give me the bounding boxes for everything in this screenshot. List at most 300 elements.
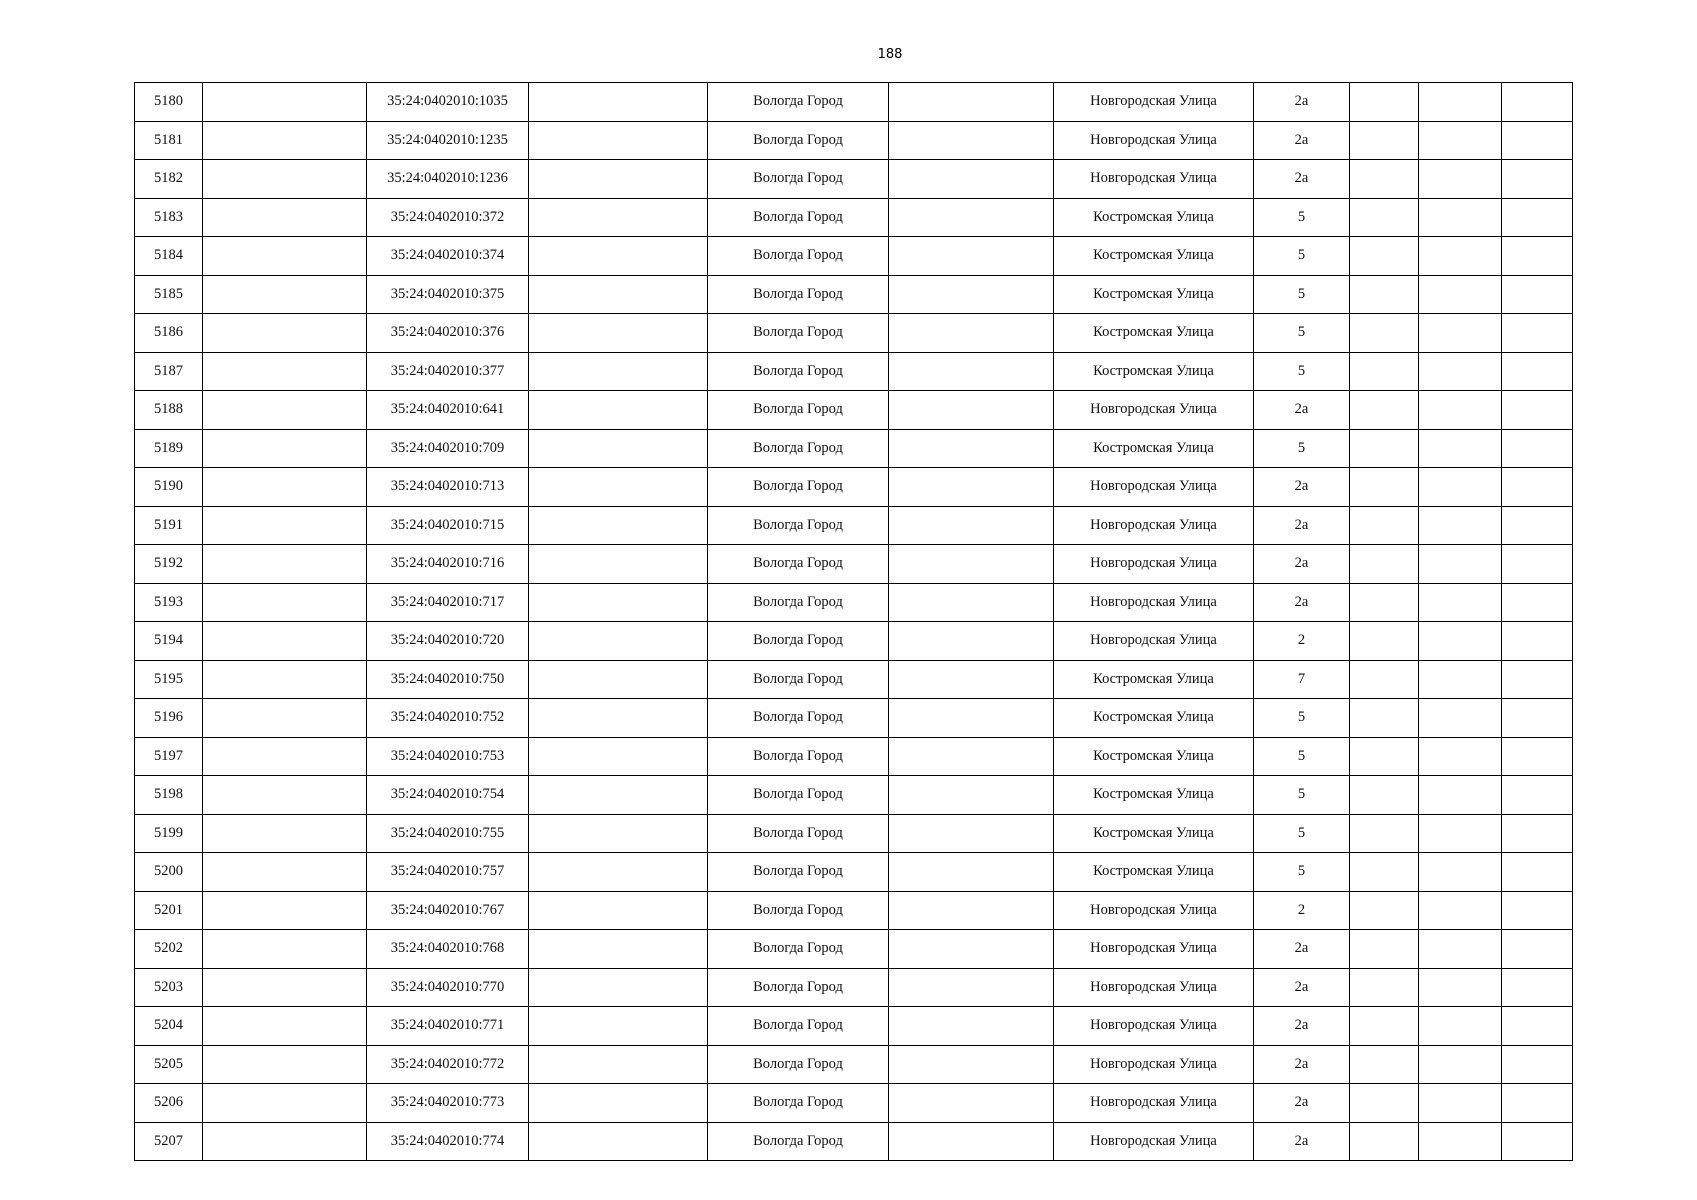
empty-cell	[1502, 660, 1573, 699]
city-cell: Вологда Город	[708, 391, 889, 430]
table-row	[135, 776, 1573, 815]
street-cell: Новгородская Улица	[1054, 1122, 1254, 1161]
table-row	[135, 660, 1573, 699]
city-cell: Вологда Город	[708, 699, 889, 738]
empty-cell	[1419, 1122, 1502, 1161]
empty-cell	[1502, 160, 1573, 199]
empty-cell	[889, 853, 1054, 892]
empty-cell	[1502, 468, 1573, 507]
empty-cell	[1502, 121, 1573, 160]
cadastral-number-cell: 35:24:0402010:709	[367, 429, 529, 468]
empty-cell	[1350, 545, 1419, 584]
cadastral-number-cell: 35:24:0402010:377	[367, 352, 529, 391]
row-number-cell: 5203	[135, 968, 203, 1007]
cadastral-number-cell: 35:24:0402010:372	[367, 198, 529, 237]
empty-cell	[203, 891, 367, 930]
city-cell: Вологда Город	[708, 429, 889, 468]
house-number-cell: 2	[1254, 891, 1350, 930]
row-number-cell: 5199	[135, 814, 203, 853]
cadastral-number-cell: 35:24:0402010:752	[367, 699, 529, 738]
empty-cell	[1419, 930, 1502, 969]
house-number-cell: 2а	[1254, 160, 1350, 199]
empty-cell	[1350, 814, 1419, 853]
empty-cell	[203, 776, 367, 815]
street-cell: Костромская Улица	[1054, 776, 1254, 815]
house-number-cell: 5	[1254, 429, 1350, 468]
empty-cell	[203, 814, 367, 853]
house-number-cell: 5	[1254, 352, 1350, 391]
empty-cell	[203, 968, 367, 1007]
empty-cell	[1350, 930, 1419, 969]
empty-cell	[203, 121, 367, 160]
empty-cell	[889, 391, 1054, 430]
house-number-cell: 5	[1254, 237, 1350, 276]
empty-cell	[1502, 776, 1573, 815]
empty-cell	[1350, 1084, 1419, 1123]
cadastral-number-cell: 35:24:0402010:641	[367, 391, 529, 430]
house-number-cell: 5	[1254, 737, 1350, 776]
row-number-cell: 5205	[135, 1045, 203, 1084]
empty-cell	[889, 622, 1054, 661]
empty-cell	[1350, 699, 1419, 738]
empty-cell	[529, 968, 708, 1007]
table-row	[135, 814, 1573, 853]
table-row	[135, 737, 1573, 776]
empty-cell	[889, 1045, 1054, 1084]
empty-cell	[1502, 1122, 1573, 1161]
cadastral-number-cell: 35:24:0402010:716	[367, 545, 529, 584]
empty-cell	[203, 737, 367, 776]
empty-cell	[529, 814, 708, 853]
empty-cell	[889, 1007, 1054, 1046]
empty-cell	[889, 930, 1054, 969]
street-cell: Костромская Улица	[1054, 737, 1254, 776]
city-cell: Вологда Город	[708, 737, 889, 776]
empty-cell	[889, 1122, 1054, 1161]
empty-cell	[1502, 83, 1573, 122]
empty-cell	[1419, 776, 1502, 815]
empty-cell	[529, 121, 708, 160]
empty-cell	[1502, 275, 1573, 314]
page-number: 188	[877, 47, 903, 62]
cadastral-number-cell: 35:24:0402010:720	[367, 622, 529, 661]
table-row	[135, 1045, 1573, 1084]
house-number-cell: 5	[1254, 699, 1350, 738]
row-number-cell: 5192	[135, 545, 203, 584]
row-number-cell: 5185	[135, 275, 203, 314]
empty-cell	[1502, 429, 1573, 468]
empty-cell	[1419, 275, 1502, 314]
row-number-cell: 5186	[135, 314, 203, 353]
empty-cell	[889, 776, 1054, 815]
empty-cell	[1419, 352, 1502, 391]
house-number-cell: 2а	[1254, 1007, 1350, 1046]
cadastral-number-cell: 35:24:0402010:771	[367, 1007, 529, 1046]
empty-cell	[1419, 506, 1502, 545]
house-number-cell: 5	[1254, 776, 1350, 815]
empty-cell	[1419, 121, 1502, 160]
cadastral-number-cell: 35:24:0402010:713	[367, 468, 529, 507]
empty-cell	[1350, 1007, 1419, 1046]
house-number-cell: 2а	[1254, 583, 1350, 622]
street-cell: Костромская Улица	[1054, 429, 1254, 468]
row-number-cell: 5180	[135, 83, 203, 122]
empty-cell	[889, 121, 1054, 160]
empty-cell	[1502, 968, 1573, 1007]
row-number-cell: 5187	[135, 352, 203, 391]
empty-cell	[529, 1084, 708, 1123]
row-number-cell: 5197	[135, 737, 203, 776]
house-number-cell: 5	[1254, 314, 1350, 353]
table-row	[135, 237, 1573, 276]
row-number-cell: 5195	[135, 660, 203, 699]
table-row	[135, 275, 1573, 314]
row-number-cell: 5184	[135, 237, 203, 276]
street-cell: Новгородская Улица	[1054, 930, 1254, 969]
empty-cell	[529, 776, 708, 815]
empty-cell	[889, 660, 1054, 699]
city-cell: Вологда Город	[708, 1007, 889, 1046]
table-row	[135, 583, 1573, 622]
street-cell: Новгородская Улица	[1054, 545, 1254, 584]
city-cell: Вологда Город	[708, 198, 889, 237]
cadastral-number-cell: 35:24:0402010:773	[367, 1084, 529, 1123]
empty-cell	[1350, 968, 1419, 1007]
row-number-cell: 5207	[135, 1122, 203, 1161]
street-cell: Костромская Улица	[1054, 814, 1254, 853]
cadastral-number-cell: 35:24:0402010:768	[367, 930, 529, 969]
empty-cell	[203, 237, 367, 276]
empty-cell	[529, 1122, 708, 1161]
empty-cell	[529, 352, 708, 391]
cadastral-number-cell: 35:24:0402010:750	[367, 660, 529, 699]
city-cell: Вологда Город	[708, 968, 889, 1007]
empty-cell	[889, 1084, 1054, 1123]
empty-cell	[529, 853, 708, 892]
empty-cell	[1502, 737, 1573, 776]
house-number-cell: 2а	[1254, 1122, 1350, 1161]
empty-cell	[203, 1084, 367, 1123]
empty-cell	[889, 429, 1054, 468]
empty-cell	[889, 545, 1054, 584]
empty-cell	[529, 429, 708, 468]
cadastral-number-cell: 35:24:0402010:754	[367, 776, 529, 815]
house-number-cell: 2а	[1254, 1084, 1350, 1123]
street-cell: Новгородская Улица	[1054, 468, 1254, 507]
empty-cell	[529, 891, 708, 930]
table-row	[135, 545, 1573, 584]
empty-cell	[1350, 160, 1419, 199]
empty-cell	[1419, 968, 1502, 1007]
street-cell: Новгородская Улица	[1054, 583, 1254, 622]
street-cell: Новгородская Улица	[1054, 1007, 1254, 1046]
row-number-cell: 5191	[135, 506, 203, 545]
city-cell: Вологда Город	[708, 83, 889, 122]
table-row	[135, 1084, 1573, 1123]
city-cell: Вологда Город	[708, 583, 889, 622]
row-number-cell: 5201	[135, 891, 203, 930]
house-number-cell: 2а	[1254, 968, 1350, 1007]
empty-cell	[203, 198, 367, 237]
city-cell: Вологда Город	[708, 622, 889, 661]
table-row	[135, 622, 1573, 661]
empty-cell	[1350, 468, 1419, 507]
table-row	[135, 891, 1573, 930]
empty-cell	[203, 468, 367, 507]
table-row	[135, 198, 1573, 237]
row-number-cell: 5183	[135, 198, 203, 237]
empty-cell	[1419, 660, 1502, 699]
empty-cell	[529, 468, 708, 507]
empty-cell	[203, 930, 367, 969]
street-cell: Новгородская Улица	[1054, 391, 1254, 430]
empty-cell	[1350, 583, 1419, 622]
empty-cell	[1502, 391, 1573, 430]
empty-cell	[1350, 198, 1419, 237]
table-body	[135, 83, 1573, 1161]
empty-cell	[203, 660, 367, 699]
empty-cell	[1419, 1084, 1502, 1123]
empty-cell	[1419, 814, 1502, 853]
table-row	[135, 160, 1573, 199]
empty-cell	[1502, 583, 1573, 622]
empty-cell	[529, 1007, 708, 1046]
table-row	[135, 83, 1573, 122]
table-row	[135, 930, 1573, 969]
cadastral-number-cell: 35:24:0402010:1035	[367, 83, 529, 122]
city-cell: Вологда Город	[708, 314, 889, 353]
table-row	[135, 1007, 1573, 1046]
table-row	[135, 391, 1573, 430]
house-number-cell: 2а	[1254, 930, 1350, 969]
empty-cell	[1350, 121, 1419, 160]
empty-cell	[529, 660, 708, 699]
empty-cell	[1350, 352, 1419, 391]
row-number-cell: 5193	[135, 583, 203, 622]
table-row	[135, 352, 1573, 391]
cadastral-number-cell: 35:24:0402010:755	[367, 814, 529, 853]
cadastral-number-cell: 35:24:0402010:1236	[367, 160, 529, 199]
empty-cell	[889, 814, 1054, 853]
table-row	[135, 121, 1573, 160]
empty-cell	[889, 314, 1054, 353]
street-cell: Костромская Улица	[1054, 853, 1254, 892]
empty-cell	[1419, 737, 1502, 776]
cadastral-number-cell: 35:24:0402010:767	[367, 891, 529, 930]
street-cell: Новгородская Улица	[1054, 160, 1254, 199]
row-number-cell: 5194	[135, 622, 203, 661]
empty-cell	[1350, 237, 1419, 276]
empty-cell	[1502, 1084, 1573, 1123]
empty-cell	[529, 699, 708, 738]
street-cell: Новгородская Улица	[1054, 1084, 1254, 1123]
city-cell: Вологда Город	[708, 1122, 889, 1161]
street-cell: Новгородская Улица	[1054, 121, 1254, 160]
cadastral-number-cell: 35:24:0402010:757	[367, 853, 529, 892]
empty-cell	[1419, 891, 1502, 930]
city-cell: Вологда Город	[708, 160, 889, 199]
house-number-cell: 2а	[1254, 121, 1350, 160]
table-row	[135, 1122, 1573, 1161]
house-number-cell: 2а	[1254, 468, 1350, 507]
city-cell: Вологда Город	[708, 1084, 889, 1123]
empty-cell	[1350, 83, 1419, 122]
empty-cell	[1350, 891, 1419, 930]
empty-cell	[1502, 930, 1573, 969]
street-cell: Костромская Улица	[1054, 314, 1254, 353]
row-number-cell: 5200	[135, 853, 203, 892]
city-cell: Вологда Город	[708, 237, 889, 276]
city-cell: Вологда Город	[708, 853, 889, 892]
empty-cell	[203, 699, 367, 738]
row-number-cell: 5188	[135, 391, 203, 430]
empty-cell	[1419, 1045, 1502, 1084]
empty-cell	[1350, 1122, 1419, 1161]
empty-cell	[1502, 622, 1573, 661]
street-cell: Новгородская Улица	[1054, 506, 1254, 545]
house-number-cell: 2а	[1254, 391, 1350, 430]
empty-cell	[529, 275, 708, 314]
empty-cell	[203, 622, 367, 661]
street-cell: Новгородская Улица	[1054, 1045, 1254, 1084]
empty-cell	[529, 160, 708, 199]
empty-cell	[889, 506, 1054, 545]
street-cell: Новгородская Улица	[1054, 622, 1254, 661]
empty-cell	[1419, 622, 1502, 661]
street-cell: Костромская Улица	[1054, 275, 1254, 314]
city-cell: Вологда Город	[708, 776, 889, 815]
house-number-cell: 2	[1254, 622, 1350, 661]
row-number-cell: 5202	[135, 930, 203, 969]
empty-cell	[1502, 699, 1573, 738]
cadastral-number-cell: 35:24:0402010:715	[367, 506, 529, 545]
row-number-cell: 5204	[135, 1007, 203, 1046]
empty-cell	[203, 275, 367, 314]
house-number-cell: 2а	[1254, 1045, 1350, 1084]
empty-cell	[1502, 506, 1573, 545]
empty-cell	[1419, 198, 1502, 237]
row-number-cell: 5182	[135, 160, 203, 199]
cadastral-number-cell: 35:24:0402010:717	[367, 583, 529, 622]
cadastral-number-cell: 35:24:0402010:374	[367, 237, 529, 276]
empty-cell	[1350, 622, 1419, 661]
empty-cell	[529, 737, 708, 776]
empty-cell	[1502, 237, 1573, 276]
house-number-cell: 2а	[1254, 506, 1350, 545]
empty-cell	[1350, 275, 1419, 314]
table-row	[135, 853, 1573, 892]
empty-cell	[203, 1122, 367, 1161]
city-cell: Вологда Город	[708, 352, 889, 391]
empty-cell	[1502, 352, 1573, 391]
row-number-cell: 5198	[135, 776, 203, 815]
cadastral-number-cell: 35:24:0402010:753	[367, 737, 529, 776]
empty-cell	[203, 1045, 367, 1084]
empty-cell	[889, 583, 1054, 622]
empty-cell	[1502, 1007, 1573, 1046]
row-number-cell: 5190	[135, 468, 203, 507]
empty-cell	[1502, 1045, 1573, 1084]
empty-cell	[1350, 429, 1419, 468]
empty-cell	[1350, 853, 1419, 892]
empty-cell	[529, 506, 708, 545]
cadastral-number-cell: 35:24:0402010:376	[367, 314, 529, 353]
row-number-cell: 5196	[135, 699, 203, 738]
empty-cell	[1502, 853, 1573, 892]
empty-cell	[203, 314, 367, 353]
empty-cell	[889, 891, 1054, 930]
house-number-cell: 7	[1254, 660, 1350, 699]
empty-cell	[1419, 391, 1502, 430]
street-cell: Костромская Улица	[1054, 660, 1254, 699]
city-cell: Вологда Город	[708, 275, 889, 314]
empty-cell	[889, 160, 1054, 199]
empty-cell	[889, 83, 1054, 122]
empty-cell	[1350, 1045, 1419, 1084]
empty-cell	[529, 583, 708, 622]
empty-cell	[1350, 391, 1419, 430]
street-cell: Костромская Улица	[1054, 352, 1254, 391]
table-row	[135, 429, 1573, 468]
city-cell: Вологда Город	[708, 930, 889, 969]
empty-cell	[529, 83, 708, 122]
row-number-cell: 5189	[135, 429, 203, 468]
empty-cell	[1419, 237, 1502, 276]
empty-cell	[1350, 314, 1419, 353]
empty-cell	[203, 83, 367, 122]
table-row	[135, 506, 1573, 545]
street-cell: Новгородская Улица	[1054, 891, 1254, 930]
empty-cell	[1419, 853, 1502, 892]
street-cell: Новгородская Улица	[1054, 83, 1254, 122]
city-cell: Вологда Город	[708, 121, 889, 160]
empty-cell	[1419, 468, 1502, 507]
street-cell: Костромская Улица	[1054, 237, 1254, 276]
empty-cell	[889, 737, 1054, 776]
empty-cell	[203, 391, 367, 430]
empty-cell	[1419, 83, 1502, 122]
table-row	[135, 968, 1573, 1007]
city-cell: Вологда Город	[708, 660, 889, 699]
empty-cell	[889, 468, 1054, 507]
empty-cell	[529, 545, 708, 584]
city-cell: Вологда Город	[708, 506, 889, 545]
empty-cell	[529, 198, 708, 237]
empty-cell	[1419, 1007, 1502, 1046]
empty-cell	[1350, 660, 1419, 699]
table-row	[135, 468, 1573, 507]
cadastral-number-cell: 35:24:0402010:375	[367, 275, 529, 314]
row-number-cell: 5181	[135, 121, 203, 160]
empty-cell	[889, 699, 1054, 738]
empty-cell	[1419, 314, 1502, 353]
empty-cell	[1419, 699, 1502, 738]
empty-cell	[203, 352, 367, 391]
empty-cell	[203, 506, 367, 545]
empty-cell	[1502, 814, 1573, 853]
city-cell: Вологда Город	[708, 1045, 889, 1084]
empty-cell	[889, 237, 1054, 276]
empty-cell	[203, 1007, 367, 1046]
cadastral-number-cell: 35:24:0402010:774	[367, 1122, 529, 1161]
city-cell: Вологда Город	[708, 814, 889, 853]
empty-cell	[529, 237, 708, 276]
empty-cell	[1350, 506, 1419, 545]
empty-cell	[1502, 314, 1573, 353]
empty-cell	[1502, 545, 1573, 584]
street-cell: Новгородская Улица	[1054, 968, 1254, 1007]
empty-cell	[529, 391, 708, 430]
